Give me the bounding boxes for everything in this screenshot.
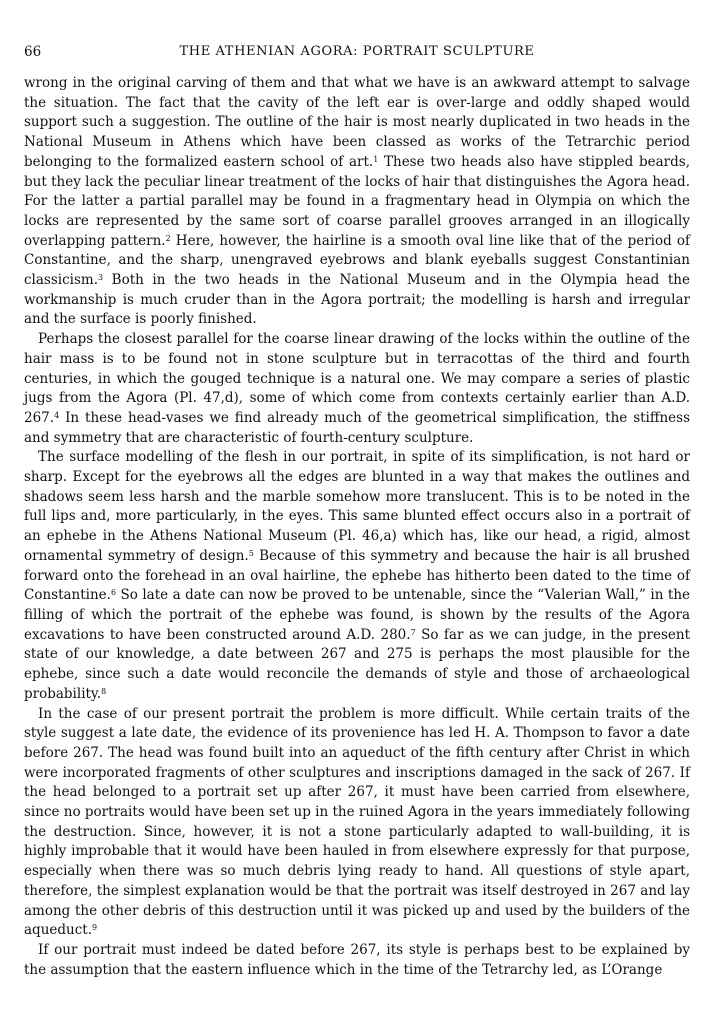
text-run: Because of this symmetry and because the hair is all brushed forward onto the forehead in an oval hairline, the ephebe has hitherto been dated to the time of Constantine.	[24, 547, 690, 604]
paragraph-2	[24, 330, 690, 448]
paragraph-3	[24, 448, 690, 704]
text-run: If our portrait must indeed be dated before 267, its style is perhaps best to be explained by the assumption that the eastern influence which in the time of the Tetrarchy led, as L’Orange	[24, 941, 690, 978]
text-run: So late a date can now be proved to be untenable, since the “Valerian Wall,” in the filling of which the portrait of the ephebe was found, is shown by the results of the Agora excavations to have been constructed around A.D. 280.	[24, 587, 690, 643]
footnote-ref: 9	[92, 923, 98, 933]
text-run: Here, however, the hairline is a smooth oval line like that of the period of Constantine, and the sharp, unengraved eyebrows and blank eyeballs suggest Constantinian classicism.	[24, 232, 690, 289]
text-run: The surface modelling of the flesh in our portrait, in spite of its simplification, is not hard or sharp. Except for the eyebrows all the edges are blunted in a way that makes the outlines and shadows seem less harsh and the marble somehow more translucent. This is to be noted in the full lips and, more particularly, in the eyes. This same blunted effect occurs also in a portrait of an ephebe in the Athens National Museum (Pl. 46,a) which has, like our head, a rigid, almost ornamental symmetry of design.	[24, 449, 690, 564]
text-run: In the case of our present portrait the problem is more difficult. While certain traits of the style suggest a late date, the evidence of its provenience has led H. A. Thompson to favor a date before 267. The head was found built into an aqueduct of the fifth century after Christ in which were incorporated fragments of other sculptures and inscriptions damaged in the sack of 267. If the head belonged to a portrait set up after 267, it must have been carried from elsewhere, since no portraits would have been set up in the ruined Agora in the years immediately following the destruction. Since, however, it is not a stone particularly adapted to wall-building, it is highly improbable that it would have been hauled in from elsewhere expressly for that purpose, especially when there was so much debris lying ready to hand. All questions of style apart, therefore, the simplest explanation would be that the portrait was itself destroyed in 267 and lay among the other debris of this destruction until it was picked up and used by the builders of the aqueduct.	[24, 705, 690, 939]
footnote-ref: 8	[101, 686, 107, 696]
footnote-ref: 7	[410, 627, 416, 637]
footnote-ref: 2	[165, 233, 171, 243]
text-run: wrong in the original carving of them and that what we have is an awkward attempt to salvage the situation. The fact that the cavity of the left ear is over-large and oddly shaped would support such a suggestion. The outline of the hair is most nearly duplicated in two heads in the National Museum in Athens which have been classed as works of the Tetrarchic period belonging to the formalized eastern school of art.	[24, 75, 690, 170]
paragraph-4	[24, 705, 690, 941]
footnote-ref: 1	[373, 154, 379, 164]
running-title: THE ATHENIAN AGORA: PORTRAIT SCULPTURE	[179, 44, 535, 59]
page-number: 66	[24, 44, 42, 60]
footnote-ref: 6	[110, 588, 117, 598]
body-text	[24, 74, 690, 980]
paragraph-1	[24, 74, 690, 330]
text-run: So far as we can judge, in the present state of our knowledge, a date between 267 and 275 is perhaps the most plausible for the ephebe, since such a date would reconcile the demands of style and those of archaeological probability.	[24, 626, 690, 702]
paragraph-5	[24, 941, 690, 980]
footnote-ref: 5	[248, 548, 254, 558]
text-run: In these head-vases we find already much of the geometrical simplification, the stiffness and symmetry that are characteristic of fourth-century sculpture.	[24, 409, 690, 446]
text-run: These two heads also have stippled beards, but they lack the peculiar linear treatment of the locks of hair that distinguishes the Agora head. For the latter a partial parallel may be found in a fragmentary head in Olympia on which the locks are represented by the same sort of coarse parallel grooves arranged in an illogically overlapping pattern.	[24, 153, 690, 249]
page-header	[24, 44, 690, 64]
footnote-ref: 4	[54, 410, 60, 420]
footnote-ref: 3	[98, 273, 104, 283]
text-run: Both in the two heads in the National Museum and in the Olympia head the workmanship is much cruder than in the Agora portrait; the modelling is harsh and irregular and the surface is poorly finished.	[24, 272, 690, 328]
text-run: Perhaps the closest parallel for the coarse linear drawing of the locks within the outline of the hair mass is to be found not in stone sculpture but in terracottas of the third and fourth centuries, in which the gouged technique is a natural one. We may compare a series of plastic jugs from the Agora (Pl. 47,d), some of which come from contexts certainly earlier than A.D. 267.	[24, 331, 690, 426]
